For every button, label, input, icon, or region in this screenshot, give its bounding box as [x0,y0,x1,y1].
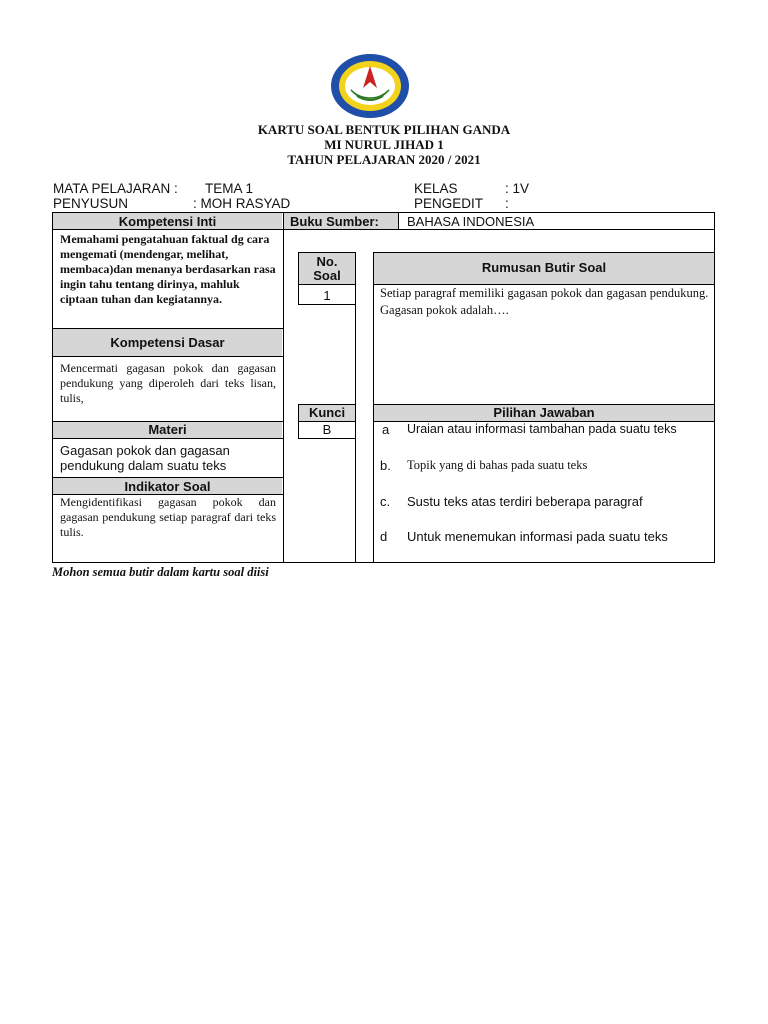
no-soal-label-2: Soal [313,268,341,283]
indikator-label: Indikator Soal [124,479,211,494]
option-a-text: Uraian atau informasi tambahan pada suatu teks [407,422,677,436]
option-d-text: Untuk menemukan informasi pada suatu teks [407,529,668,544]
indikator-text: Mengidentifikasi gagasan pokok dan gagasan pendukung setiap paragraf dari teks tulis. [60,495,276,539]
no-soal-value: 1 [323,288,331,303]
pilihan-jawaban-label: Pilihan Jawaban [493,405,595,420]
option-d-letter: d [380,529,388,544]
option-c-letter: c. [380,494,391,509]
kompetensi-inti-label: Kompetensi Inti [118,214,217,229]
option-b-letter: b. [380,458,391,473]
rumusan-label: Rumusan Butir Soal [481,260,607,275]
kelas-label: KELAS [414,181,458,196]
mapel-label: MATA PELAJARAN : [53,181,178,196]
no-soal-label-1: No. [316,254,338,269]
materi-text: Gagasan pokok dan gagasan pendukung dalam suatu teks [60,443,230,473]
school-logo [329,52,411,120]
kunci-label: Kunci [308,405,346,420]
kompetensi-inti-text: Memahami pengatahuan faktual dg cara mengemati (mendengar, melihat, membaca)dan menanya berdasarkan rasa ingin tahu tentang dirinya, mahluk ciptaan tuhan dan kegiatannya. [60,232,276,306]
buku-sumber-value: BAHASA INDONESIA [407,214,535,229]
pengedit-label: PENGEDIT [414,196,484,211]
option-c-text: Sustu teks atas terdiri beberapa paragraf [407,494,643,509]
pengedit-value: : [505,196,509,211]
title-line-3: TAHUN PELAJARAN 2020 / 2021 [287,152,481,167]
option-b-text: Topik yang di bahas pada suatu teks [407,458,588,472]
title-line-2: MI NURUL JIHAD 1 [324,137,444,152]
buku-sumber-label: Buku Sumber: [290,214,379,229]
kompetensi-dasar-label: Kompetensi Dasar [110,335,225,350]
penyusun-value: : MOH RASYAD [193,196,291,211]
penyusun-label: PENYUSUN [53,196,129,211]
kunci-value: B [322,422,332,437]
rumusan-text: Setiap paragraf memiliki gagasan pokok dan gagasan pendukung. Gagasan pokok adalah…. [380,286,709,317]
option-a-letter: a [382,422,390,437]
footer-note: Mohon semua butir dalam kartu soal diisi [52,565,269,579]
mapel-value: TEMA 1 [205,181,254,196]
materi-label: Materi [148,422,187,437]
kompetensi-dasar-text: Mencermati gagasan pokok dan gagasan pendukung yang diperoleh dari teks lisan, tulis, [60,361,276,405]
title-line-1: KARTU SOAL BENTUK PILIHAN GANDA [257,122,511,137]
kelas-value: : 1V [505,181,530,196]
